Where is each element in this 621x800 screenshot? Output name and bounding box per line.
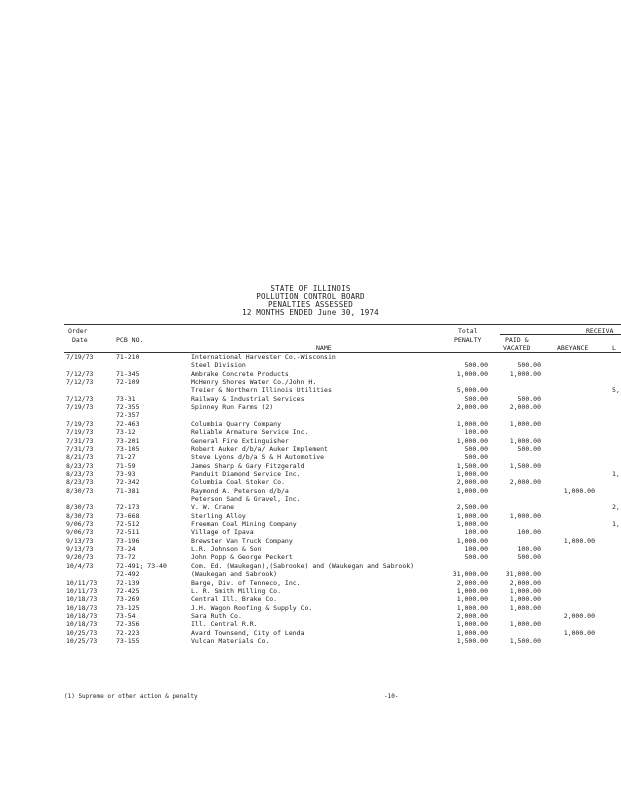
receivable-amount: 5, [612,386,620,395]
order-date: 9/13/73 [66,545,94,553]
respondent-name: Railway & Industrial Services [191,394,305,403]
table-row [0,604,621,612]
pcb-number: 73-54 [116,611,136,620]
col-pcb-label: PCB NO. [116,336,144,344]
paid-vacated: 1,500.00 [509,636,541,645]
col-name-label: NAME [316,344,332,352]
pcb-number: 73-24 [116,545,136,553]
pcb-number: 72-512 [116,520,140,528]
pcb-number: 73-155 [116,636,140,645]
total-penalty: 1,500.00 [456,636,488,645]
abeyance-amount: 2,000.00 [563,611,595,620]
paid-vacated: 100.00 [517,528,541,537]
table-row [0,462,621,470]
respondent-name: (Waukegan and Sabrook) [191,570,278,579]
pcb-number: 72-491; 73-40 [116,561,167,570]
order-date: 7/19/73 [66,353,94,361]
order-date: 8/30/73 [66,511,94,520]
table-row [0,386,621,394]
respondent-name: Ambrake Concrete Products [191,369,289,378]
pcb-number: 72-511 [116,528,140,537]
col-receivable-label: RECEIVA [586,327,614,335]
table-row [0,553,621,561]
paid-vacated: 1,000.00 [509,586,541,595]
pcb-number: 73-125 [116,603,140,612]
order-date: 7/12/73 [66,394,94,403]
pcb-number: 72-109 [116,378,140,387]
respondent-name: L.R. Johnson & Son [191,545,262,553]
total-penalty: 31,000.00 [452,570,488,579]
table-row [0,587,621,595]
order-date: 8/23/73 [66,461,94,470]
total-penalty: 1,000.00 [456,628,488,637]
abeyance-amount: 1,000.00 [563,628,595,637]
table-row [0,545,621,553]
col-vacated-label: VACATED [503,344,531,352]
paid-vacated: 500.00 [517,394,541,403]
order-date: 7/31/73 [66,444,94,453]
pcb-number: 71-210 [116,353,140,361]
order-date: 10/18/73 [66,603,98,612]
respondent-name: Barge, Div. of Tenneco, Inc. [191,578,301,587]
pcb-number: 71-27 [116,453,136,462]
respondent-name: John Popp & George Peckert [191,553,293,562]
total-penalty: 100.00 [464,545,488,553]
receivable-amount: 2, [612,503,620,512]
table-row [0,428,621,436]
pcb-number: 72-492 [116,570,140,579]
paid-vacated: 1,500.00 [509,461,541,470]
paid-vacated: 100.00 [517,545,541,553]
order-date: 8/21/73 [66,453,94,462]
pcb-number: 71-381 [116,486,140,495]
col-total-label: Total [458,327,478,335]
respondent-name: Peterson Sand & Gravel, Inc. [191,494,301,503]
pcb-number: 72-425 [116,586,140,595]
respondent-name: Central Ill. Brake Co. [191,595,278,604]
order-date: 8/23/73 [66,469,94,478]
paid-vacated: 1,000.00 [509,511,541,520]
respondent-name: Ill. Central R.R. [191,620,258,629]
respondent-name: Freeman Coal Mining Company [191,520,297,528]
abeyance-amount: 1,000.00 [563,536,595,545]
paid-vacated: 31,000.00 [505,570,541,579]
total-penalty: 500.00 [464,444,488,453]
pcb-number: 71-59 [116,461,136,470]
total-penalty: 2,500.00 [456,503,488,512]
paid-vacated: 500.00 [517,553,541,562]
total-penalty: 1,000.00 [456,536,488,545]
order-date: 10/18/73 [66,620,98,629]
paid-vacated: 2,000.00 [509,578,541,587]
table-row [0,503,621,511]
header-title: PENALTIES ASSESSED [268,300,353,309]
total-penalty: 2,000.00 [456,611,488,620]
total-penalty: 1,000.00 [456,486,488,495]
paid-vacated: 1,000.00 [509,436,541,445]
total-penalty: 100.00 [464,428,488,437]
respondent-name: Steel Division [191,361,246,370]
table-row [0,570,621,578]
total-penalty: 1,000.00 [456,469,488,478]
pcb-number: 72-223 [116,628,140,637]
receivable-rule [500,334,621,335]
paid-vacated: 2,000.00 [509,478,541,487]
order-date: 7/12/73 [66,378,94,387]
table-row [0,403,621,411]
paid-vacated: 1,000.00 [509,603,541,612]
table-row [0,487,621,495]
respondent-name: Treier & Northern Illinois Utilities [191,386,332,395]
order-date: 10/4/73 [66,561,94,570]
pcb-number: 73-72 [116,553,136,562]
col-date-label: Date [72,336,88,344]
order-date: 9/13/73 [66,536,94,545]
table-row [0,478,621,486]
paid-vacated: 2,000.00 [509,403,541,412]
page-number: -10- [384,693,399,700]
paid-vacated: 1,000.00 [509,419,541,428]
total-penalty: 500.00 [464,553,488,562]
total-penalty: 1,000.00 [456,419,488,428]
total-penalty: 500.00 [464,453,488,462]
respondent-name: General Fire Extinguisher [191,436,289,445]
pcb-number: 71-345 [116,369,140,378]
respondent-name: Reliable Armature Service Inc. [191,428,309,437]
total-penalty: 100.00 [464,528,488,537]
total-penalty: 5,000.00 [456,386,488,395]
table-row [0,528,621,536]
respondent-name: Sterling Alloy [191,511,246,520]
table-row [0,395,621,403]
order-date: 9/06/73 [66,528,94,537]
order-date: 7/19/73 [66,419,94,428]
respondent-name: Com. Ed. (Waukegan),(Sabrooke) and (Waukegan and Sabrook) [191,561,415,570]
total-penalty: 1,000.00 [456,369,488,378]
paid-vacated: 500.00 [517,444,541,453]
total-penalty: 1,000.00 [456,603,488,612]
pcb-number: 73-269 [116,595,140,604]
table-row [0,361,621,369]
respondent-name: J.H. Wagon Roofing & Supply Co. [191,603,313,612]
pcb-number: 73-93 [116,469,136,478]
table-row [0,353,621,361]
table-row [0,512,621,520]
respondent-name: Columbia Quarry Company [191,419,282,428]
total-penalty: 500.00 [464,394,488,403]
pcb-number: 72-139 [116,578,140,587]
order-date: 10/18/73 [66,595,98,604]
table-row [0,495,621,503]
table-row [0,620,621,628]
pcb-number: 73-12 [116,428,136,437]
pcb-number: 72-356 [116,620,140,629]
pcb-number: 72-463 [116,419,140,428]
header-period: 12 MONTHS ENDED June 30, 1974 [242,308,379,317]
pcb-number: 73-31 [116,394,136,403]
total-penalty: 1,000.00 [456,620,488,629]
order-date: 8/23/73 [66,478,94,487]
header-board: POLLUTION CONTROL BOARD [256,292,365,301]
respondent-name: International Harvester Co.-Wisconsin [191,353,336,361]
abeyance-amount: 1,000.00 [563,486,595,495]
order-date: 7/12/73 [66,369,94,378]
respondent-name: Robert Auker d/b/a/ Auker Implement [191,444,328,453]
order-date: 10/11/73 [66,578,98,587]
respondent-name: Avard Townsend, City of Lenda [191,628,305,637]
paid-vacated: 500.00 [517,361,541,370]
total-penalty: 500.00 [464,361,488,370]
respondent-name: Sara Ruth Co. [191,611,242,620]
pcb-number: 73-196 [116,536,140,545]
pcb-number: 72-357 [116,411,140,420]
table-row [0,629,621,637]
total-penalty: 2,000.00 [456,478,488,487]
receivable-amount: 1, [612,469,620,478]
table-row [0,537,621,545]
paid-vacated: 1,000.00 [509,369,541,378]
total-penalty: 2,000.00 [456,578,488,587]
order-date: 10/25/73 [66,636,98,645]
respondent-name: McHenry Shores Water Co./John H. [191,378,317,387]
respondent-name: Village of Ipava [191,528,254,537]
col-paid-label: PAID & [505,336,529,344]
footer-note: (1) Supreme or other action & penalty [64,693,198,700]
table-row [0,378,621,386]
col-extra-label: L [612,344,616,352]
respondent-name: Steve Lyons d/b/a S & H Automotive [191,453,325,462]
order-date: 9/20/73 [66,553,94,562]
respondent-name: Brewster Van Truck Company [191,536,293,545]
table-top-rule [64,324,621,325]
table-row [0,520,621,528]
paid-vacated: 1,000.00 [509,620,541,629]
table-row [0,453,621,461]
table-row [0,411,621,419]
col-order-label: Order [68,327,88,335]
total-penalty: 1,000.00 [456,511,488,520]
respondent-name: L. R. Smith Milling Co. [191,586,282,595]
table-row [0,370,621,378]
total-penalty: 1,000.00 [456,595,488,604]
pcb-number: 72-173 [116,503,140,512]
pcb-number: 73-668 [116,511,140,520]
order-date: 10/11/73 [66,586,98,595]
respondent-name: Panduit Diamond Service Inc. [191,469,301,478]
col-penalty-label: PENALTY [454,336,482,344]
table-row [0,420,621,428]
order-date: 8/30/73 [66,503,94,512]
receivable-amount: 1, [612,520,620,528]
pcb-number: 72-355 [116,403,140,412]
respondent-name: Columbia Coal Stoker Co. [191,478,285,487]
table-row [0,437,621,445]
order-date: 7/19/73 [66,403,94,412]
order-date: 8/30/73 [66,486,94,495]
table-row [0,579,621,587]
table-row [0,470,621,478]
pcb-number: 72-342 [116,478,140,487]
col-abeyance-label: ABEYANCE [557,344,589,352]
order-date: 7/19/73 [66,428,94,437]
header-state: STATE OF ILLINOIS [270,284,351,293]
total-penalty: 1,000.00 [456,586,488,595]
table-row [0,612,621,620]
table-row [0,595,621,603]
total-penalty: 1,000.00 [456,520,488,528]
paid-vacated: 1,000.00 [509,595,541,604]
respondent-name: James Sharp & Gary Fitzgerald [191,461,305,470]
respondent-name: Raymond A. Peterson d/b/a [191,486,289,495]
respondent-name: Spinney Run Farms (2) [191,403,274,412]
pcb-number: 73-201 [116,436,140,445]
table-row [0,562,621,570]
respondent-name: V. W. Crane [191,503,235,512]
table-row [0,637,621,645]
pcb-number: 73-105 [116,444,140,453]
order-date: 7/31/73 [66,436,94,445]
table-row [0,445,621,453]
order-date: 10/18/73 [66,611,98,620]
order-date: 9/06/73 [66,520,94,528]
total-penalty: 2,000.00 [456,403,488,412]
respondent-name: Vulcan Materials Co. [191,636,270,645]
total-penalty: 1,000.00 [456,436,488,445]
order-date: 10/25/73 [66,628,98,637]
total-penalty: 1,500.00 [456,461,488,470]
